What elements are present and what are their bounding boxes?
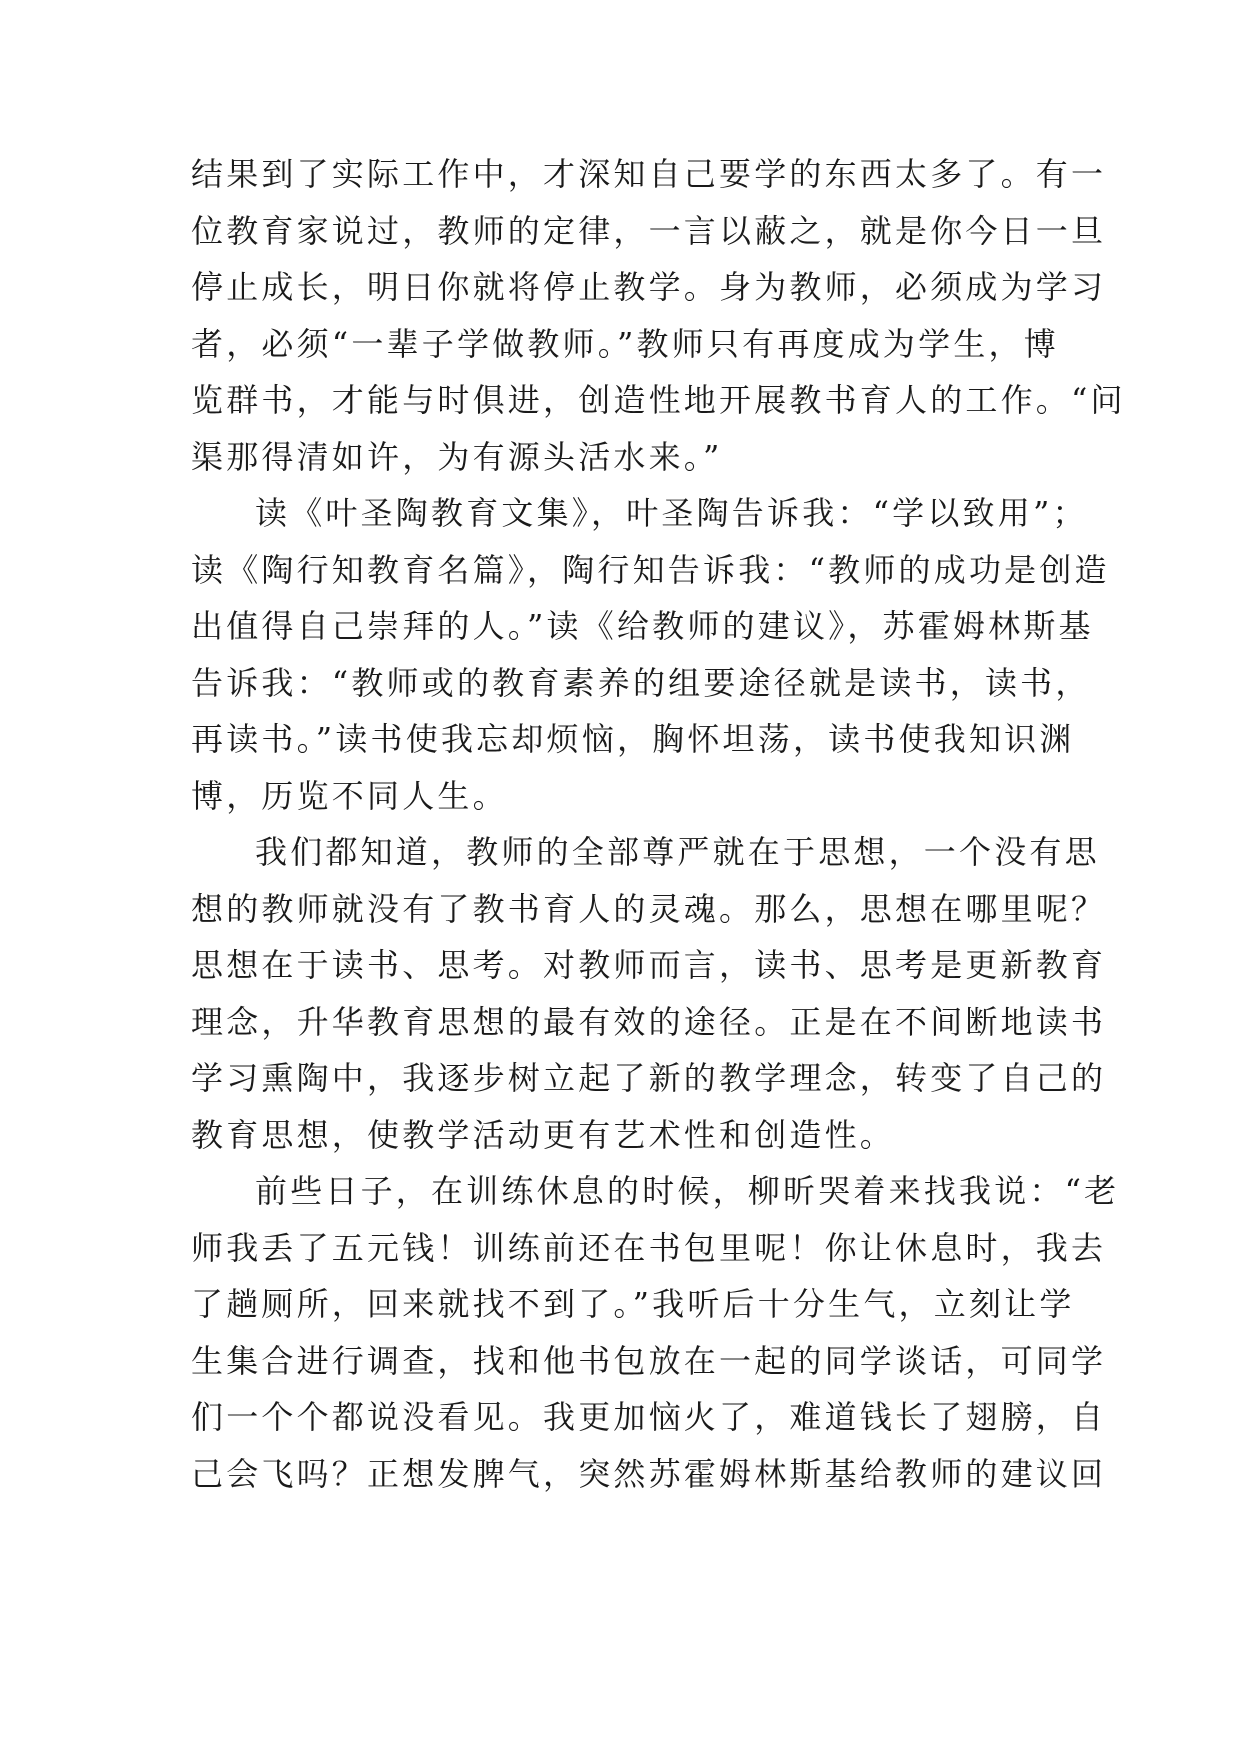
text-line: 结果到了实际工作中，才深知自己要学的东西太多了。有一 [191,155,1107,193]
text-line: 读《陶行知教育名篇》，陶行知告诉我：“教师的成功是创造 [191,550,1110,589]
text-line: 告诉我：“教师或的教育素养的组要途径就是读书，读书， [191,663,1091,702]
text-line: 位教育家说过，教师的定律，一言以蔽之，就是你今日一旦 [191,211,1107,250]
text-line: 学习熏陶中，我逐步树立起了新的教学理念，转变了自己的 [191,1059,1107,1097]
text-line: 再读书。”读书使我忘却烦恼，胸怀坦荡，读书使我知识渊 [191,720,1075,758]
body-text [191,146,1126,1502]
paragraph-first-line: 读《叶圣陶教育文集》，叶圣陶告诉我：“学以致用”； [255,494,1088,532]
text-line: 出值得自己崇拜的人。”读《给教师的建议》，苏霍姆林斯基 [191,607,1094,645]
text-line: 教育思想，使教学活动更有艺术性和创造性。 [191,1115,896,1154]
text-line: 师我丢了五元钱！训练前还在书包里呢！你让休息时，我去 [191,1228,1107,1267]
text-line: 者，必须“一辈子学做教师。”教师只有再度成为学生，博 [191,324,1059,363]
text-line: 览群书，才能与时俱进，创造性地开展教书育人的工作。“问 [191,381,1126,419]
text-line: 思想在于读书、思考。对教师而言，读书、思考是更新教育 [191,946,1107,984]
text-line: 理念，升华教育思想的最有效的途径。正是在不间断地读书 [191,1002,1107,1041]
text-line: 生集合进行调查，找和他书包放在一起的同学谈话，可同学 [191,1341,1107,1380]
text-line: 停止成长，明日你就将停止教学。身为教师，必须成为学习 [191,268,1107,306]
text-line: 想的教师就没有了教书育人的灵魂。那么，思想在哪里呢？ [191,889,1107,928]
text-line: 己会飞吗？正想发脾气，突然苏霍姆林斯基给教师的建议回 [191,1454,1107,1493]
text-line: 们一个个都说没看见。我更加恼火了，难道钱长了翅膀，自 [191,1398,1107,1436]
text-line: 了趟厕所，回来就找不到了。”我听后十分生气，立刻让学 [191,1285,1075,1323]
text-line: 博，历览不同人生。 [191,776,508,815]
text-line: 渠那得清如许，为有源头活水来。” [191,437,723,476]
paragraph-first-line: 我们都知道，教师的全部尊严就在于思想，一个没有思 [255,833,1100,871]
paragraph-first-line: 前些日子，在训练休息的时候，柳昕哭着来找我说：“老 [255,1172,1120,1210]
